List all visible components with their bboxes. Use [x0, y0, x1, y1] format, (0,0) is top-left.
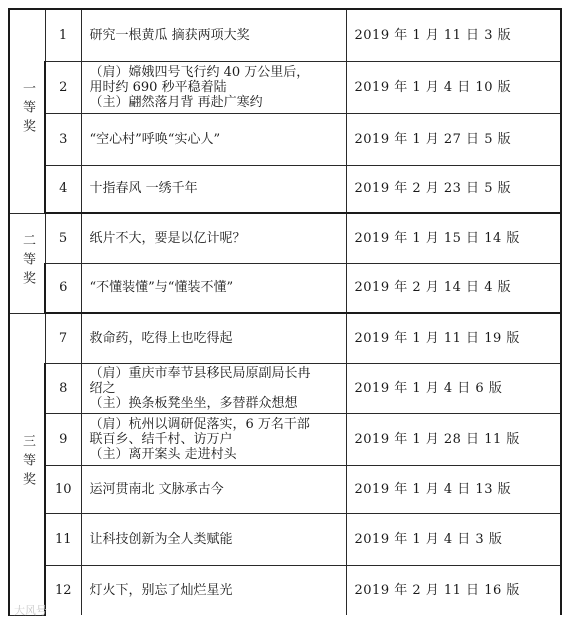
title-line: 救命药，吃得上也吃得起 — [89, 330, 233, 346]
award-level-third — [9, 313, 45, 615]
title-line: 研究一根黄瓜 摘获两项大奖 — [89, 27, 250, 43]
table-row — [9, 513, 561, 565]
award-level-label: 二等奖 — [20, 232, 35, 290]
title-line: （主）换条板凳坐坐，多替群众想想 — [89, 395, 298, 411]
entry-number: 12 — [45, 565, 81, 615]
award-level-second — [9, 213, 45, 313]
table-row — [9, 565, 561, 615]
title-line: （肩）嫦娥四号飞行约 40 万公里后， — [89, 64, 310, 80]
entry-title — [81, 61, 346, 113]
entry-title — [81, 413, 346, 465]
title-line: 绍之 — [89, 380, 116, 396]
title-line: （主）离开案头 走进村头 — [89, 446, 237, 462]
entry-number: 4 — [45, 165, 81, 213]
entry-title — [81, 263, 346, 313]
entry-date: 2019 年 1 月 4 日 13 版 — [346, 465, 561, 513]
award-level-first — [9, 9, 45, 213]
table-row — [9, 213, 561, 263]
entry-date: 2019 年 1 月 11 日 3 版 — [346, 9, 561, 61]
entry-title — [81, 465, 346, 513]
entry-number: 6 — [45, 263, 81, 313]
title-line: “不懂装懂”与“懂装不懂” — [89, 280, 234, 296]
table-row — [9, 363, 561, 413]
title-line: （主）翩然落月背 再赴广寒约 — [89, 94, 263, 110]
title-line: 运河贯南北 文脉承古今 — [89, 481, 224, 497]
award-level-label: 一等奖 — [20, 80, 35, 138]
table-row — [9, 165, 561, 213]
entry-date: 2019 年 2 月 11 日 16 版 — [346, 565, 561, 615]
award-level-label: 三等奖 — [20, 433, 35, 491]
entry-date: 2019 年 2 月 23 日 5 版 — [346, 165, 561, 213]
entry-number: 1 — [45, 9, 81, 61]
entry-date: 2019 年 1 月 4 日 3 版 — [346, 513, 561, 565]
entry-title — [81, 363, 346, 413]
title-line: （肩）杭州以调研促落实，6 万名干部 — [89, 416, 310, 432]
entry-title — [81, 213, 346, 263]
table-row — [9, 61, 561, 113]
watermark: 大风号 — [14, 604, 47, 617]
title-line: （肩）重庆市奉节县移民局原副局长冉 — [89, 365, 311, 381]
title-line: 纸片不大，要是以亿计呢？ — [89, 230, 246, 246]
table-row — [9, 413, 561, 465]
entry-title — [81, 9, 346, 61]
entry-number: 10 — [45, 465, 81, 513]
entry-date: 2019 年 1 月 11 日 19 版 — [346, 313, 561, 363]
entry-date: 2019 年 1 月 27 日 5 版 — [346, 113, 561, 165]
title-line: 十指春风 一绣千年 — [89, 181, 198, 197]
title-line: 让科技创新为全人类赋能 — [89, 531, 233, 547]
entry-date: 2019 年 1 月 28 日 11 版 — [346, 413, 561, 465]
table-row — [9, 9, 561, 61]
entry-number: 7 — [45, 313, 81, 363]
table-row — [9, 465, 561, 513]
table-row — [9, 313, 561, 363]
entry-date: 2019 年 1 月 15 日 14 版 — [346, 213, 561, 263]
title-line: 联百乡、结千村、访万户 — [89, 431, 233, 447]
entry-date: 2019 年 1 月 4 日 10 版 — [346, 61, 561, 113]
entry-date: 2019 年 1 月 4 日 6 版 — [346, 363, 561, 413]
award-list-table — [8, 8, 562, 616]
table-row — [9, 113, 561, 165]
entry-title — [81, 313, 346, 363]
entry-number: 8 — [45, 363, 81, 413]
entry-number: 9 — [45, 413, 81, 465]
entry-number: 3 — [45, 113, 81, 165]
entry-title — [81, 113, 346, 165]
title-line: 灯火下，别忘了灿烂星光 — [89, 582, 233, 598]
entry-number: 2 — [45, 61, 81, 113]
entry-title — [81, 513, 346, 565]
entry-date: 2019 年 2 月 14 日 4 版 — [346, 263, 561, 313]
title-line: “空心村”呼唤“实心人” — [89, 131, 221, 147]
entry-number: 5 — [45, 213, 81, 263]
entry-number: 11 — [45, 513, 81, 565]
entry-title — [81, 565, 346, 615]
title-line: 用时约 690 秒平稳着陆 — [89, 79, 227, 95]
entry-title — [81, 165, 346, 213]
table-row — [9, 263, 561, 313]
